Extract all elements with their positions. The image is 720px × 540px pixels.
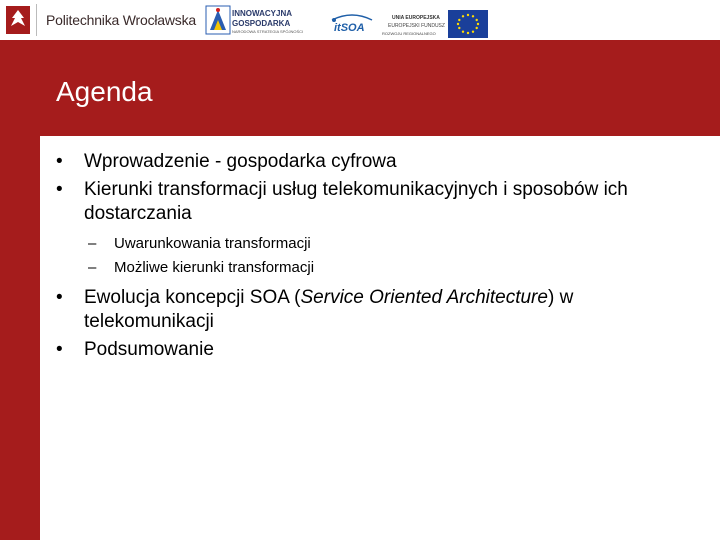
header-divider (36, 4, 37, 36)
eu-logo-line1: UNIA EUROPEJSKA (392, 15, 440, 21)
eu-logo-line2: EUROPEJSKI FUNDUSZ (388, 23, 445, 29)
dash-icon: – (88, 259, 97, 276)
slide-content (56, 150, 706, 362)
bullet-text-suffix: ) w telekomunikacji (84, 287, 574, 332)
innovative-economy-line2: GOSPODARKA (232, 19, 291, 28)
bullet-item (56, 286, 706, 334)
eu-flag-icon (448, 10, 488, 38)
left-accent-bar (0, 40, 40, 540)
bullet-item (56, 150, 706, 174)
bullet-icon: • (56, 151, 63, 172)
bullet-text: Wprowadzenie - gospodarka cyfrowa (84, 151, 397, 172)
sub-bullet-text: Możliwe kierunki transformacji (114, 259, 315, 276)
eu-logo-line3: ROZWOJU REGIONALNEGO (382, 31, 436, 36)
itsoa-logo-text: itSOA (334, 22, 365, 34)
innovative-economy-line3: NARODOWA STRATEGIA SPÓJNOŚCI (232, 29, 304, 34)
sub-bullet-text: Uwarunkowania transformacji (114, 235, 311, 252)
bullet-icon: • (56, 287, 63, 308)
bullet-icon: • (56, 339, 63, 360)
slide-title: Agenda (56, 76, 153, 107)
sub-bullet-item (56, 258, 706, 278)
bullet-icon: • (56, 179, 63, 200)
innovative-economy-line1: INNOWACYJNA (232, 9, 293, 18)
sub-bullet-item (56, 234, 706, 254)
header-strip (0, 0, 720, 40)
bullet-text: Podsumowanie (84, 339, 214, 360)
bullet-text-prefix: Ewolucja koncepcji SOA ( (84, 287, 301, 308)
bullet-item (56, 338, 706, 362)
university-name: Politechnika Wrocławska (46, 12, 196, 28)
dash-icon: – (88, 235, 97, 252)
bullet-text-italic: Service Oriented Architecture (300, 287, 548, 308)
bullet-item (56, 178, 706, 226)
pwr-eagle-icon (4, 4, 32, 36)
bullet-text: Kierunki transformacji usług telekomunikacyjnych i sposobów ich dostarczania (84, 179, 628, 224)
